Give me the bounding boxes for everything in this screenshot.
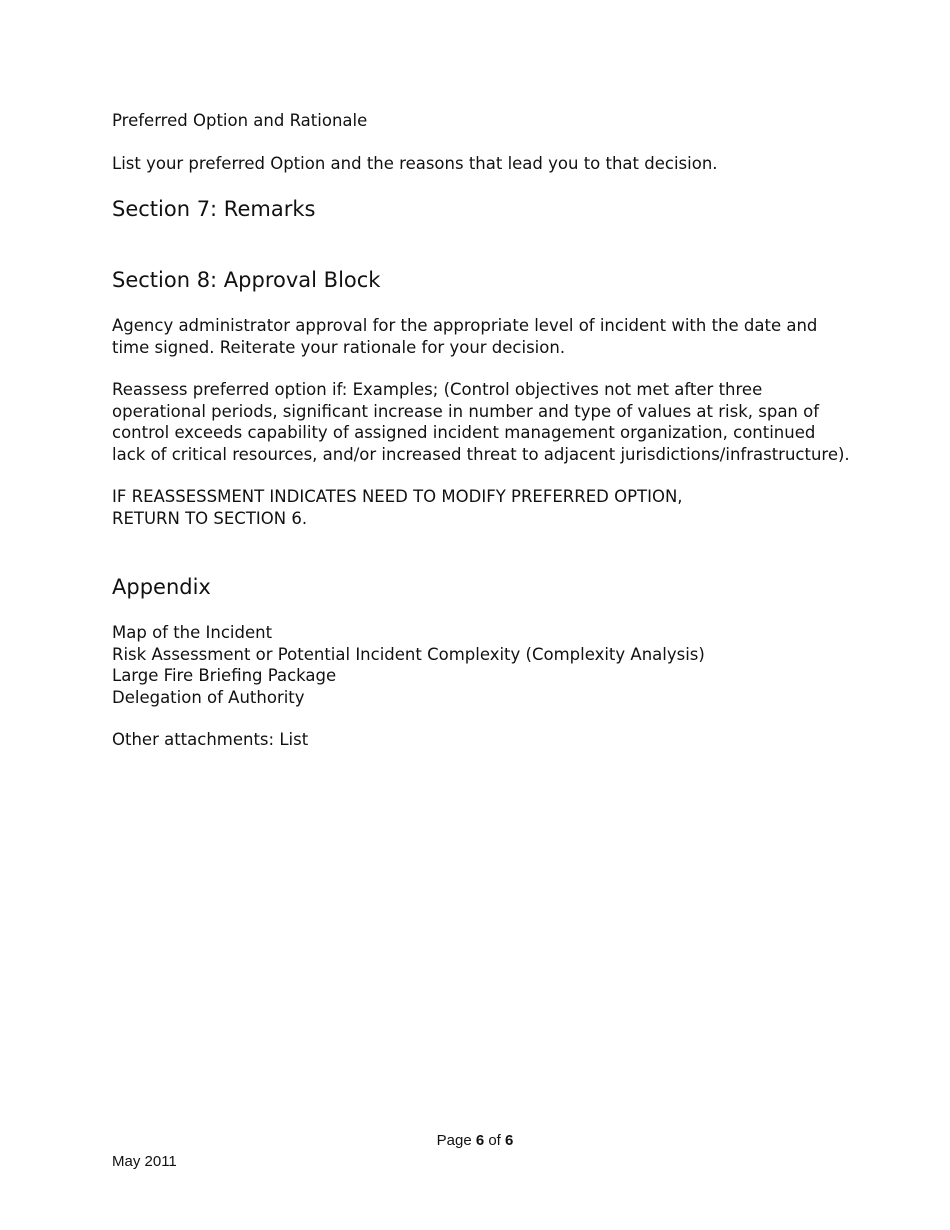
preferred-option-heading: Preferred Option and Rationale bbox=[112, 111, 368, 130]
page-middle: of bbox=[484, 1132, 506, 1149]
notice-line: RETURN TO SECTION 6. bbox=[112, 508, 308, 528]
appendix-item: Delegation of Authority bbox=[112, 687, 305, 707]
reassessment-notice bbox=[112, 486, 852, 529]
preferred-option-text: List your preferred Option and the reasons that lead you to that decision. bbox=[112, 154, 718, 173]
page-prefix: Page bbox=[436, 1132, 476, 1149]
section-7-heading: Section 7: Remarks bbox=[112, 197, 316, 221]
section-8-heading: Section 8: Approval Block bbox=[112, 268, 381, 292]
footer-date: May 2011 bbox=[112, 1153, 177, 1170]
reassess-paragraph bbox=[112, 379, 852, 465]
approval-line: Agency administrator approval for the appropriate level of incident with the date and bbox=[112, 316, 818, 335]
appendix-heading: Appendix bbox=[112, 575, 211, 599]
appendix-item: Risk Assessment or Potential Incident Complexity (Complexity Analysis) bbox=[112, 644, 705, 664]
other-attachments: Other attachments: List bbox=[112, 730, 309, 749]
approval-line: time signed. Reiterate your rationale for your decision. bbox=[112, 337, 566, 357]
notice-line: IF REASSESSMENT INDICATES NEED TO MODIFY PREFERRED OPTION, bbox=[112, 487, 683, 506]
approval-paragraph bbox=[112, 315, 852, 358]
reassess-line: lack of critical resources, and/or increased threat to adjacent jurisdictions/infrastructure). bbox=[112, 444, 850, 464]
reassess-line: control exceeds capability of assigned incident management organization, continued bbox=[112, 423, 816, 442]
page-current: 6 bbox=[475, 1132, 485, 1149]
reassess-line: Reassess preferred option if: Examples; (Control objectives not met after three bbox=[112, 380, 763, 399]
reassess-line: operational periods, significant increase in number and type of values at risk, span of bbox=[112, 401, 820, 421]
appendix-list bbox=[112, 622, 852, 708]
page-total: 6 bbox=[505, 1132, 514, 1149]
appendix-item: Large Fire Briefing Package bbox=[112, 666, 337, 685]
page-number bbox=[0, 1131, 950, 1151]
appendix-item: Map of the Incident bbox=[112, 623, 273, 642]
